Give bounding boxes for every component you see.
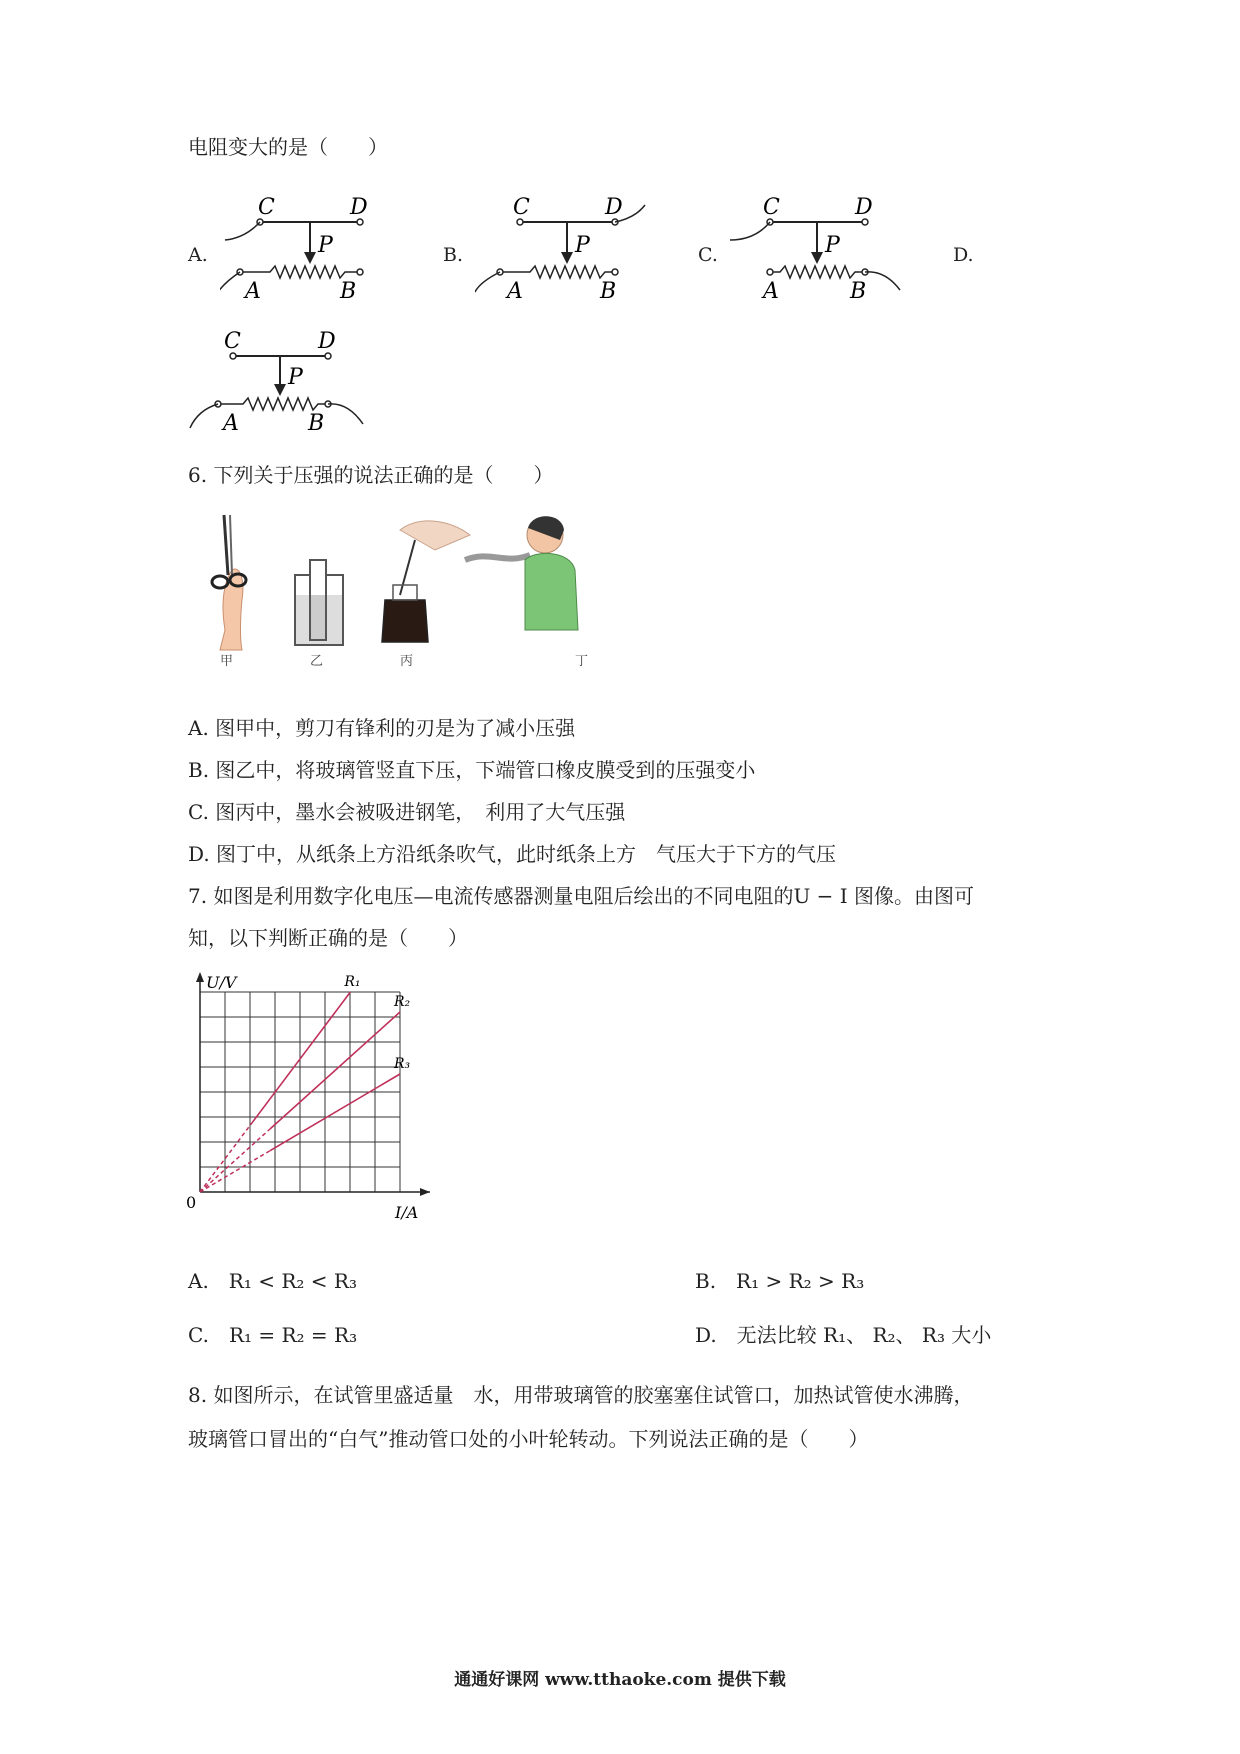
terminal-a-label: A [507, 279, 523, 304]
q5-option-b-label: B. [443, 244, 464, 266]
terminal-d-label: D [605, 195, 623, 220]
q7-stem-line2: 知，以下判断正确的是（ ） [188, 926, 468, 950]
terminal-d-label: D [855, 195, 873, 220]
q5-option-c-label: C. [698, 244, 718, 266]
q6-figure [190, 510, 620, 670]
y-axis-arrow [196, 972, 204, 982]
q7-option-d: D. 无法比较 R₁、 R₂、 R₃ 大小 [695, 1323, 992, 1347]
series-label: R₃ [394, 1056, 411, 1072]
ui-chart [180, 970, 460, 1220]
figure-label-yi: 乙 [310, 654, 324, 669]
rheostat-diagram-b [475, 190, 675, 310]
slider-p-label: P [575, 233, 590, 258]
figure-label-jia: 甲 [220, 654, 234, 669]
q6-option-d: D. 图丁中，从纸条上方沿纸条吹气，此时纸条上方 气压大于下方的气压 [188, 842, 837, 866]
terminal-c-label: C [224, 329, 241, 354]
beaker-illustration [295, 560, 343, 645]
series-line-dashed [200, 1122, 253, 1192]
terminal-b-label: B [850, 279, 867, 304]
terminal-c-label: C [513, 195, 530, 220]
question-intro: 电阻变大的是（ ） [188, 135, 388, 159]
q7-stem-line1: 7. 如图是利用数字化电压—电流传感器测量电阻后绘出的不同电阻的U − I 图像。由图可 [188, 884, 975, 908]
q7-option-a: A. R₁ < R₂ < R₃ [188, 1269, 357, 1293]
q8-stem-line2: 玻璃管口冒出的“白气”推动管口处的小叶轮转动。下列说法正确的是（ ） [188, 1427, 869, 1451]
series-label: R₂ [394, 994, 411, 1010]
boy-blowing-illustration [465, 516, 578, 630]
ink-bottle-illustration [382, 521, 470, 642]
q7-option-c: C. R₁ = R₂ = R₃ [188, 1323, 358, 1347]
figure-label-ding: 丁 [575, 654, 589, 669]
rheostat-diagram-a [220, 190, 380, 310]
terminal-c-label: C [763, 195, 780, 220]
series-label: R₁ [344, 974, 361, 990]
rheostat-diagram-d [188, 320, 378, 440]
q8-stem-line1: 8. 如图所示，在试管里盛适量 水，用带玻璃管的胶塞塞住试管口，加热试管使水沸腾， [188, 1383, 974, 1407]
rheostat-diagram-c [725, 190, 925, 310]
series-line [253, 992, 351, 1122]
x-axis-label: I/A [395, 1203, 419, 1220]
terminal-b-label: B [308, 411, 325, 436]
terminal-d-label: D [318, 329, 336, 354]
q5-option-a-label: A. [188, 244, 208, 266]
y-axis-label: U/V [206, 973, 237, 992]
series-line-dashed [200, 1129, 270, 1192]
slider-p-label: P [318, 233, 333, 258]
terminal-b-label: B [340, 279, 357, 304]
figure-label-bing: 丙 [400, 654, 414, 669]
q6-option-a: A. 图甲中，剪刀有锋利的刃是为了减小压强 [188, 716, 576, 740]
origin-label: 0 [186, 1193, 197, 1212]
q6-option-c: C. 图丙中，墨水会被吸进钢笔， 利用了大气压强 [188, 800, 626, 824]
terminal-a-label: A [763, 279, 779, 304]
terminal-a-label: A [223, 411, 239, 436]
scissors-hand-illustration [212, 515, 246, 650]
terminal-a-label: A [245, 279, 261, 304]
q6-option-b: B. 图乙中，将玻璃管竖直下压，下端管口橡皮膜受到的压强变小 [188, 758, 756, 782]
q5-option-d-label: D. [953, 244, 974, 266]
terminal-c-label: C [258, 195, 275, 220]
q6-stem: 6. 下列关于压强的说法正确的是（ ） [188, 463, 554, 487]
terminal-b-label: B [600, 279, 617, 304]
slider-p-label: P [825, 233, 840, 258]
slider-p-label: P [288, 365, 303, 390]
q7-option-b: B. R₁ > R₂ > R₃ [695, 1269, 865, 1293]
x-axis-arrow [420, 1188, 430, 1196]
terminal-d-label: D [350, 195, 368, 220]
series-line-dashed [200, 1151, 270, 1192]
page-footer: 通通好课网 www.tthaoke.com 提供下载 [454, 1670, 786, 1690]
